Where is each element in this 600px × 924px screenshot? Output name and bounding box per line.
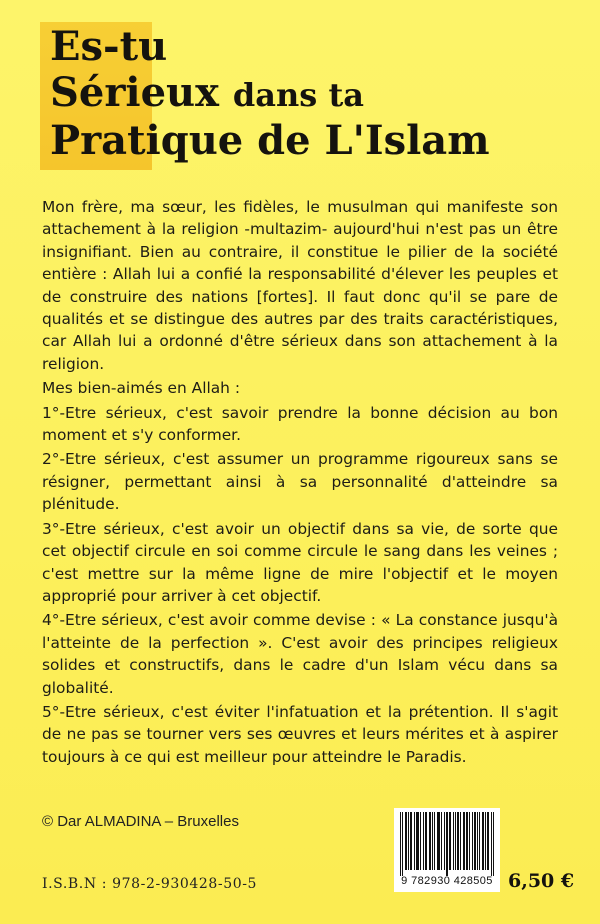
barcode-bar — [477, 812, 478, 870]
title-line-3: Pratique de L'Islam — [50, 117, 490, 164]
barcode-number: 9 782930 428505 — [401, 875, 493, 887]
title-line-2-main: Sérieux — [50, 69, 219, 116]
barcode-bar — [491, 812, 492, 876]
barcode-bar — [464, 812, 465, 870]
barcode-bar — [405, 812, 406, 870]
barcode — [394, 808, 500, 892]
barcode-bar — [493, 812, 494, 876]
barcode-bar — [455, 812, 456, 870]
barcode-bar — [417, 812, 418, 870]
barcode-bar — [410, 812, 411, 870]
back-cover-text — [42, 196, 558, 770]
barcode-bar — [450, 812, 451, 870]
title-line-2-tail: dans ta — [232, 76, 364, 114]
paragraph-point-3: 3°-Etre sérieux, c'est avoir un objectif dans sa vie, de sorte que cet objectif circule en soi comme circule le sang dans les veines ; c'est mettre sur la même ligne de mire l'objectif et le moyen approprié pour arriver à cet objectif. — [42, 519, 558, 605]
barcode-bar — [488, 812, 489, 870]
barcode-bar — [438, 812, 439, 870]
paragraph-point-4: 4°-Etre sérieux, c'est avoir comme devise : « La constance jusqu'à l'atteinte de la perfection ». C'est avoir des principes religieux solides et constructifs, dans le cadre d'un Islam vécu dans sa globalité. — [42, 611, 558, 697]
barcode-bar — [429, 812, 430, 870]
barcode-bar — [474, 812, 475, 870]
paragraph-point-1: 1°-Etre sérieux, c'est savoir prendre la bonne décision au bon moment et s'y conformer. — [42, 403, 558, 445]
barcode-bar — [446, 812, 447, 876]
barcode-bar — [485, 812, 486, 870]
barcode-bar — [416, 812, 417, 870]
barcode-bar — [406, 812, 407, 870]
barcode-bar — [408, 812, 409, 870]
barcode-bar — [430, 812, 431, 870]
book-title — [50, 23, 490, 164]
barcode-bar — [432, 812, 433, 870]
barcode-bar — [411, 812, 412, 870]
barcode-bar — [466, 812, 467, 870]
barcode-bar — [426, 812, 427, 870]
isbn-number: I.S.B.N : 978-2-930428-50-5 — [42, 876, 258, 892]
barcode-bar — [425, 812, 426, 870]
price-tag: 6,50 € — [508, 870, 575, 892]
barcode-bar — [420, 812, 421, 870]
barcode-bar — [414, 812, 415, 870]
barcode-bar — [475, 812, 476, 870]
barcode-bar — [469, 812, 470, 870]
barcode-bar — [449, 812, 450, 870]
barcode-bar — [400, 812, 401, 876]
barcode-bar — [460, 812, 461, 870]
title-line-1: Es-tu — [50, 23, 168, 70]
barcode-bar — [418, 812, 419, 870]
publisher-credit: © Dar ALMADINA – Bruxelles — [42, 813, 239, 830]
paragraph-point-5: 5°-Etre sérieux, c'est éviter l'infatuation et la prétention. Il s'agit de ne pas se tourner vers ses œuvres et leurs mérites et à aspirer toujours à ce qui est meilleur pour atteindre le Paradis. — [42, 702, 558, 766]
barcode-bar — [441, 812, 442, 870]
paragraph-point-2: 2°-Etre sérieux, c'est assumer un programme rigoureux sans se résigner, permettant ainsi à sa personnalité d'atteindre sa plénitude. — [42, 450, 558, 514]
barcode-bar — [458, 812, 459, 870]
barcode-bar — [487, 812, 488, 870]
barcode-bar — [479, 812, 480, 870]
barcode-bar — [453, 812, 454, 870]
barcode-bar — [423, 812, 424, 870]
barcode-bar — [457, 812, 458, 870]
barcode-bar — [439, 812, 440, 870]
barcode-bar — [472, 812, 473, 870]
barcode-bar — [447, 812, 448, 876]
barcode-bar — [482, 812, 483, 870]
barcode-bars — [400, 812, 494, 876]
barcode-bar — [463, 812, 464, 870]
barcode-bar — [444, 812, 445, 870]
paragraph-greeting: Mes bien-aimés en Allah : — [42, 379, 241, 398]
paragraph-intro: Mon frère, ma sœur, les fidèles, le musulman qui manifeste son attachement à la religion -multazim- aujourd'hui n'est pas un être insignifiant. Bien au contraire, il constitue le pilier de la société entière : Allah lui a confié la responsabilité d'élever les peuples et de construire des nations [fortes]. Il faut donc qu'il se pare de qualités et se distingue des autres par des traits caractéristiques, car Allah lui a ordonné d'être sérieux dans son attachement à la religion. — [42, 198, 558, 373]
barcode-bar — [434, 812, 435, 870]
barcode-bar — [437, 812, 438, 870]
barcode-bar — [467, 812, 468, 870]
barcode-bar — [483, 812, 484, 870]
title-line-2 — [50, 69, 490, 116]
barcode-bar — [402, 812, 403, 876]
